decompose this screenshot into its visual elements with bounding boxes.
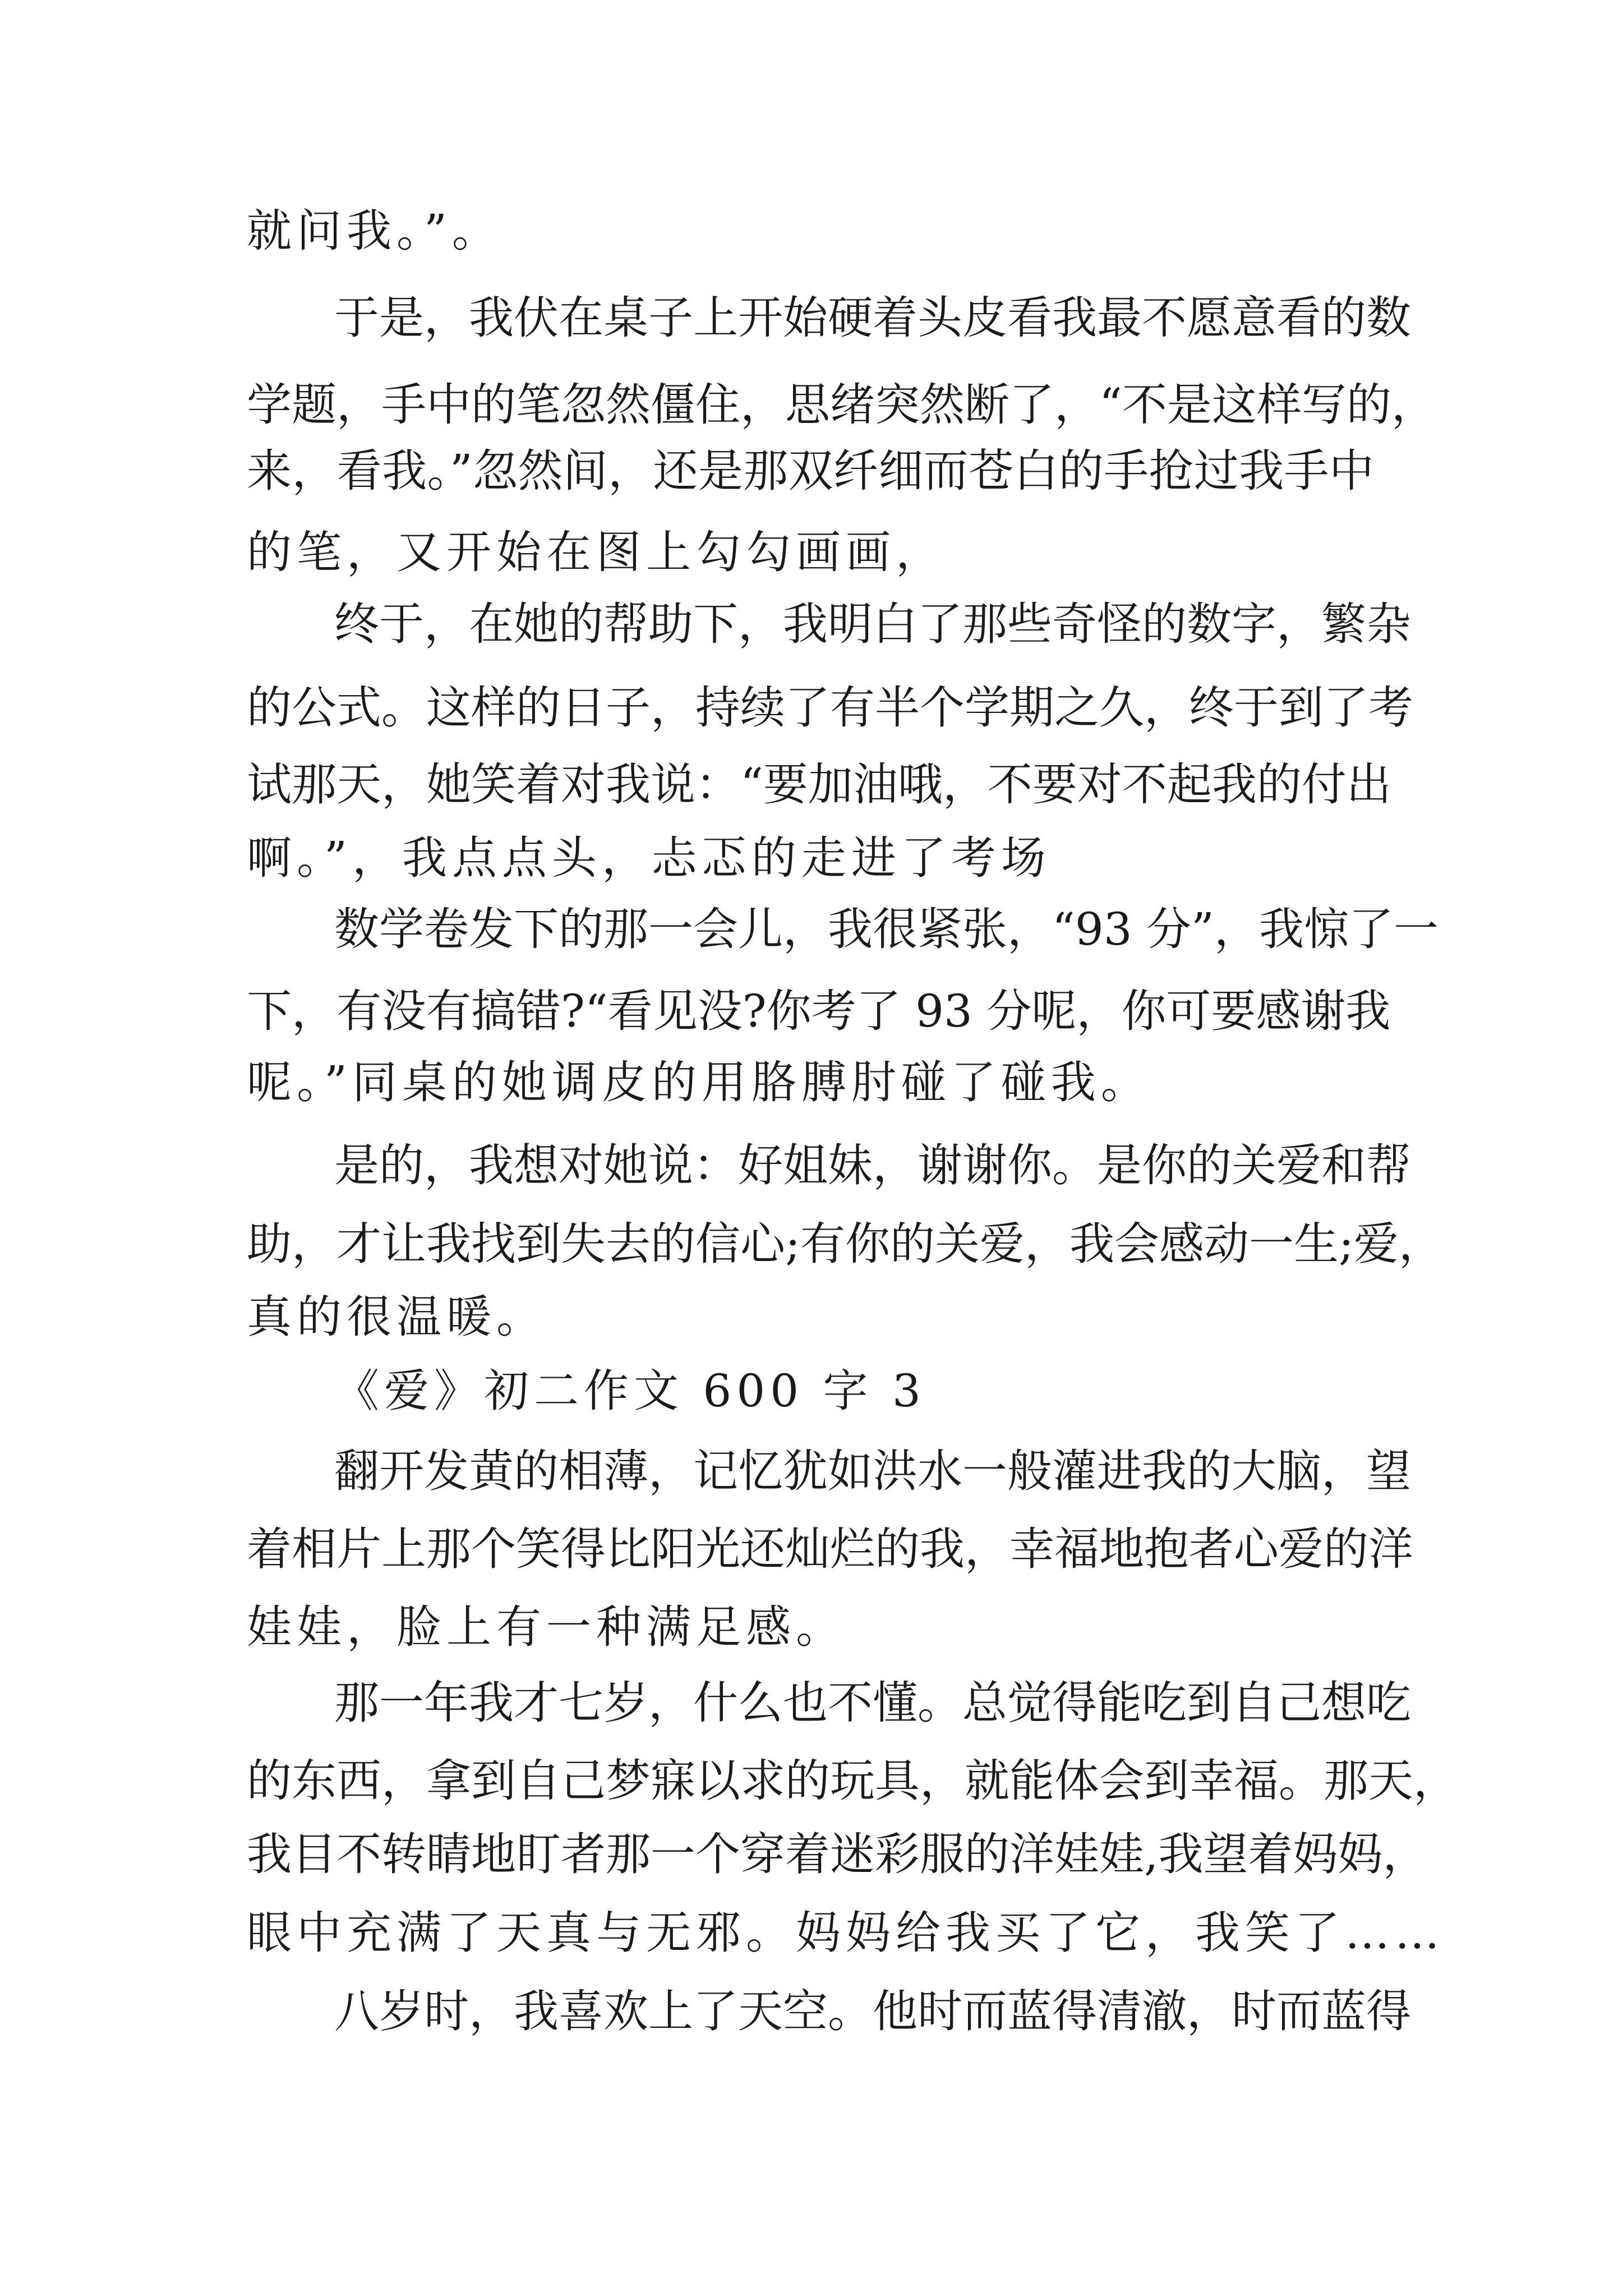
text-line: 终于，在她的帮助下，我明白了那些奇怪的数字，繁杂 [334,598,1411,650]
text-line: 是的，我想对她说：好姐妹，谢谢你。是你的关爱和帮 [334,1139,1411,1191]
text-line: 娃娃，脸上有一种满足感。 [247,1601,846,1653]
text-line: 真的很温暖。 [247,1291,546,1343]
text-line: 啊。”，我点点头，忐忑的走进了考场 [247,832,1051,884]
text-line: 学题，手中的笔忽然僵住，思绪突然断了，“不是这样写的， [247,379,1436,431]
text-line: 的笔，又开始在图上勾勾画画， [247,526,946,578]
text-line: 呢。”同桌的她调皮的用胳膊肘碰了碰我。 [247,1056,1151,1108]
text-line: 八岁时，我喜欢上了天空。他时而蓝得清澈，时而蓝得 [334,1985,1411,2037]
text-line: 着相片上那个笑得比阳光还灿烂的我，幸福地抱者心爱的洋 [247,1523,1413,1575]
text-line: 于是，我伏在桌子上开始硬着头皮看我最不愿意看的数 [334,292,1411,344]
text-line: 翻开发黄的相薄，记忆犹如洪水一般灌进我的大脑，望 [334,1445,1411,1497]
text-line: 我目不转睛地盯者那一个穿着迷彩服的洋娃娃,我望着妈妈， [247,1828,1428,1880]
text-line: 来，看我。”忽然间，还是那双纤细而苍白的手抢过我手中 [247,445,1374,497]
text-line: 试那天，她笑着对我说：“要加油哦，不要对不起我的付出 [247,758,1391,811]
text-line: 那一年我才七岁，什么也不懂。总觉得能吃到自己想吃 [334,1677,1411,1729]
text-line: 就问我。”。 [247,205,502,257]
text-line: 下，有没有搞错?“看见没?你考了 93 分呢，你可要感谢我 [247,985,1391,1037]
text-line: 数学卷发下的那一会儿，我很紧张，“93 分”，我惊了一 [334,903,1439,955]
text-line: 助，才让我找到失去的信心;有你的关爱，我会感动一生;爱， [247,1218,1444,1270]
text-line: 的公式。这样的日子，持续了有半个学期之久，终于到了考 [247,682,1413,734]
text-line: 的东西，拿到自己梦寐以求的玩具，就能体会到幸福。那天， [247,1755,1458,1807]
text-line: 眼中充满了天真与无邪。妈妈给我买了它，我笑了…… [247,1907,1445,1959]
section-heading: 《爱》初二作文 600 字 3 [334,1365,926,1417]
